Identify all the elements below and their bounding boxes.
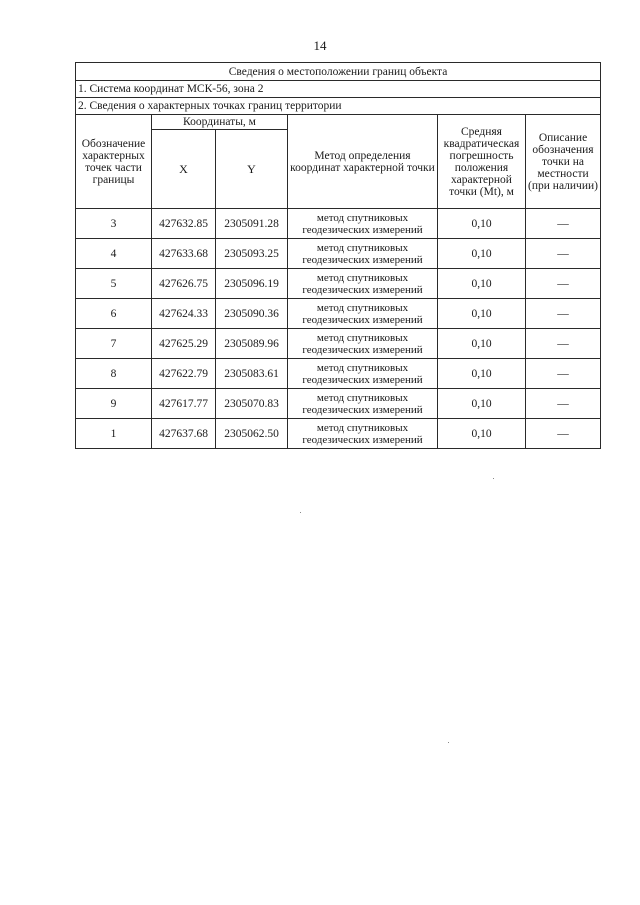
points-section-title: 2. Сведения о характерных точках границ территории: [76, 98, 601, 115]
mean-error-cell: 0,10: [438, 269, 526, 299]
x-coordinate-cell: 427633.68: [152, 239, 216, 269]
method-cell: [288, 209, 438, 239]
point-cell: 4: [76, 239, 152, 269]
method-line-2: геодезических измерений: [302, 343, 423, 356]
point-cell: 3: [76, 209, 152, 239]
method-cell: [288, 269, 438, 299]
page-number: 14: [313, 38, 327, 53]
method-line-1: метод спутниковых: [316, 301, 409, 314]
description-cell: —: [526, 299, 601, 329]
mean-error-cell: 0,10: [438, 209, 526, 239]
method-cell: [288, 419, 438, 449]
method-cell: [288, 299, 438, 329]
table-title: Сведения о местоположении границ объекта: [76, 63, 601, 81]
point-cell: 5: [76, 269, 152, 299]
method-cell: [288, 359, 438, 389]
y-coordinate-cell: 2305091.28: [216, 209, 288, 239]
table-row: [76, 299, 601, 329]
method-line-1: метод спутниковых: [316, 391, 409, 404]
method-line-2: геодезических измерений: [302, 313, 423, 326]
description-cell: —: [526, 209, 601, 239]
table-body: [76, 209, 601, 449]
table-row: [76, 269, 601, 299]
method-line-2: геодезических измерений: [302, 223, 423, 236]
mean-error-cell: 0,10: [438, 359, 526, 389]
mean-error-cell: 0,10: [438, 329, 526, 359]
x-coordinate-cell: 427617.77: [152, 389, 216, 419]
point-cell: 9: [76, 389, 152, 419]
description-cell: —: [526, 269, 601, 299]
method-line-1: метод спутниковых: [316, 211, 409, 224]
table-row: [76, 359, 601, 389]
method-line-1: метод спутниковых: [316, 271, 409, 284]
y-coordinate-cell: 2305093.25: [216, 239, 288, 269]
description-cell: —: [526, 419, 601, 449]
table-row: [76, 209, 601, 239]
point-cell: 8: [76, 359, 152, 389]
mean-error-cell: 0,10: [438, 419, 526, 449]
method-line-2: геодезических измерений: [302, 403, 423, 416]
table-row: [76, 329, 601, 359]
header-point-designation: Обозначение характерных точек части границы: [76, 115, 152, 209]
header-description: Описание обозначения точки на местности (при наличии): [526, 115, 601, 209]
header-x: X: [152, 130, 216, 209]
coordinate-system: 1. Система координат МСК-56, зона 2: [76, 81, 601, 98]
header-method: Метод определения координат характерной точки: [288, 115, 438, 209]
point-cell: 1: [76, 419, 152, 449]
y-coordinate-cell: 2305062.50: [216, 419, 288, 449]
x-coordinate-cell: 427626.75: [152, 269, 216, 299]
x-coordinate-cell: 427622.79: [152, 359, 216, 389]
table-row: [76, 419, 601, 449]
header-mean-error: Средняя квадратическая погрешность положения характерной точки (Mt), м: [438, 115, 526, 209]
method-line-2: геодезических измерений: [302, 373, 423, 386]
x-coordinate-cell: 427637.68: [152, 419, 216, 449]
x-coordinate-cell: 427624.33: [152, 299, 216, 329]
description-cell: —: [526, 239, 601, 269]
header-y: Y: [216, 130, 288, 209]
description-cell: —: [526, 359, 601, 389]
method-line-1: метод спутниковых: [316, 241, 409, 254]
point-cell: 7: [76, 329, 152, 359]
method-line-2: геодезических измерений: [302, 283, 423, 296]
boundary-table: [75, 62, 601, 449]
method-cell: [288, 389, 438, 419]
y-coordinate-cell: 2305083.61: [216, 359, 288, 389]
description-cell: —: [526, 329, 601, 359]
y-coordinate-cell: 2305070.83: [216, 389, 288, 419]
method-line-1: метод спутниковых: [316, 361, 409, 374]
description-cell: —: [526, 389, 601, 419]
x-coordinate-cell: 427632.85: [152, 209, 216, 239]
method-cell: [288, 239, 438, 269]
header-coordinates: Координаты, м: [152, 115, 288, 130]
mean-error-cell: 0,10: [438, 239, 526, 269]
mean-error-cell: 0,10: [438, 299, 526, 329]
method-line-2: геодезических измерений: [302, 433, 423, 446]
y-coordinate-cell: 2305090.36: [216, 299, 288, 329]
point-cell: 6: [76, 299, 152, 329]
y-coordinate-cell: 2305096.19: [216, 269, 288, 299]
method-line-1: метод спутниковых: [316, 421, 409, 434]
y-coordinate-cell: 2305089.96: [216, 329, 288, 359]
x-coordinate-cell: 427625.29: [152, 329, 216, 359]
table-row: [76, 389, 601, 419]
method-cell: [288, 329, 438, 359]
mean-error-cell: 0,10: [438, 389, 526, 419]
table-row: [76, 239, 601, 269]
method-line-2: геодезических измерений: [302, 253, 423, 266]
method-line-1: метод спутниковых: [316, 331, 409, 344]
